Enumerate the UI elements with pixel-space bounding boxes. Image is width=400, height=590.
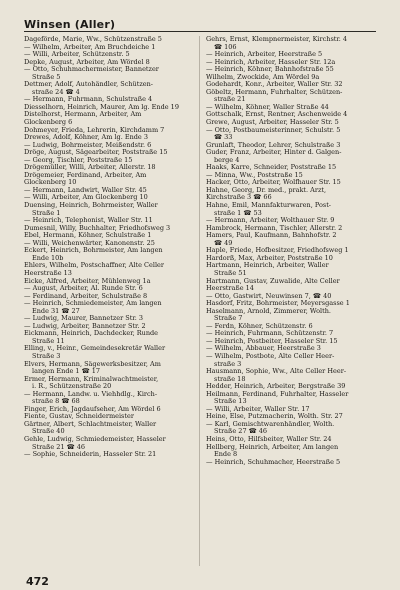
directory-entry: Grunlaft, Theodor, Lehrer, Schulstraße 3	[206, 140, 341, 149]
column-divider	[199, 36, 200, 566]
directory-entry: — Hermann, Landw. u. Viehhdlg., Kirch-	[24, 389, 158, 398]
directory-entry: Straße 11	[32, 336, 65, 345]
directory-entry: Wilhelm, Zwockide, Am Wördel 9a	[206, 72, 320, 81]
directory-entry: Ehlers, Wilhelm, Postschaffner, Alte Celler	[24, 261, 164, 270]
directory-entry: — Heinrich, Telephonist, Waller Str. 11	[24, 216, 153, 225]
directory-entry: — Minna, Ww., Poststraße 15	[206, 170, 303, 179]
directory-entry: Eickmann, Heinrich, Dachdecker, Runde	[24, 329, 159, 338]
directory-entry: — Karl, Gemischtwarenhändler, Wolth.	[206, 419, 335, 428]
directory-entry: Hacker, Otto, Arbeiter, Wolfhauer Str. 15	[206, 178, 341, 187]
directory-entry: Glockenberg 6	[24, 118, 73, 127]
directory-entry: Depke, August, Arbeiter, Am Wördel 8	[24, 57, 150, 66]
directory-entry: Dohmeyer, Frieda, Lehrerin, Kirchdamm 7	[24, 125, 165, 134]
directory-entry: — Otto, Gastwirt, Neuwinsen 7, ☎ 40	[206, 291, 332, 300]
directory-entry: Heerstraße 13	[24, 268, 72, 277]
directory-entry: ☎ 106	[214, 42, 237, 51]
directory-entry: Heerstraße 14	[206, 284, 254, 293]
directory-entry: ☎ 33	[214, 133, 233, 142]
directory-entry: Ende 10b	[32, 253, 64, 262]
directory-entry: straße 8 ☎ 68	[32, 397, 80, 406]
directory-entry: — Ludwig, Bohrmeister, Meißendstr. 6	[24, 140, 152, 149]
directory-entry: — Heinrich, Schuhmacher, Heerstraße 5	[206, 457, 341, 466]
directory-entry: Haple, Friede, Hofbesitzer, Friedhofsweg 1	[206, 246, 349, 255]
directory-entry: Eicke, Alfred, Arbeiter, Mühlenweg 1a	[24, 276, 151, 285]
directory-entry: Godehardt, Konr., Arbeiter, Waller Str. 32	[206, 80, 343, 89]
directory-entry: — Wilhelm, Postbote, Alte Celler Heer-	[206, 351, 335, 360]
directory-entry: Hambrock, Hermann, Tischler, Allerstr. 2	[206, 223, 343, 232]
directory-entry: Ende 31 ☎ 27	[32, 306, 80, 315]
directory-entry: Hamers, Paul, Kaufmann, Bahnhofstr. 2	[206, 231, 337, 240]
directory-entry: — Ludwig, Arbeiter, Bannetzer Str. 2	[24, 321, 146, 330]
directory-entry: — Wilhelm, Köhner, Waller Straße 44	[206, 102, 329, 111]
directory-entry: — Ludwig, Maurer, Bannetzer Str. 3	[24, 314, 144, 323]
directory-entry: — Ferdinand, Arbeiter, Schulstraße 8	[24, 291, 148, 300]
directory-entry: Straße 3	[32, 351, 61, 360]
directory-entry: Straße 13	[214, 397, 247, 406]
directory-entry: — Ferdn, Köhner, Schützenstr. 6	[206, 321, 313, 330]
directory-entry: Hartmann, Heinrich, Arbeiter, Waller	[206, 261, 329, 270]
directory-entry: Hahne, Georg, Dr. med., prakt. Arzt,	[206, 185, 327, 194]
directory-entry: Straße 51	[214, 268, 247, 277]
directory-entry: straße 21	[214, 95, 246, 104]
directory-entry: — Hermann, Arbeiter, Wolthauer Str. 9	[206, 216, 335, 225]
directory-entry: straße 24 ☎ 4	[32, 87, 80, 96]
directory-entry: Diesselhorn, Heinrich, Maurer, Am lg. Ende 19	[24, 102, 179, 111]
directory-entry: — Willi, Weichenwärter, Kanonenstr. 25	[24, 238, 155, 247]
directory-entry: Drögemüller, Willi, Arbeiter, Allerstr. 18	[24, 163, 156, 172]
directory-entry: langen Ende 1 ☎ 17	[32, 367, 101, 376]
directory-entry: — Heinrich, Arbeiter, Heerstraße 5	[206, 50, 323, 59]
directory-entry: — August, Arbeiter, Al. Runde Str. 6	[24, 284, 143, 293]
directory-entry: — Otto, Postbaumeisterinner, Schulstr. 5	[206, 125, 341, 134]
directory-entry: Eckert, Heinrich, Bohrmeister, Am langen	[24, 246, 163, 255]
directory-entry: Dröge, August, Sägearbeiter, Poststraße 15	[24, 148, 168, 157]
directory-entry: Duensing, Heinrich, Bohrmeister, Waller	[24, 201, 158, 210]
directory-entry: Haselmann, Arnold, Zimmerer, Wolth.	[206, 306, 331, 315]
directory-entry: Göbeltz, Hermann, Fuhrhalter, Schützen-	[206, 87, 343, 96]
directory-entry: Hardorß, Max, Arbeiter, Poststraße 10	[206, 253, 333, 262]
directory-entry: Ebel, Hermann, Köhner, Schulstraße 1	[24, 231, 152, 240]
directory-entry: i. R., Schützenstraße 20	[32, 382, 112, 391]
left-column	[24, 36, 196, 459]
directory-entry: — Hermann, Fuhrmann, Schulstraße 4	[24, 95, 153, 104]
directory-entry: Heilmann, Ferdinand, Fuhrhalter, Hasseler	[206, 389, 349, 398]
directory-entry: Kirchstraße 3 ☎ 66	[206, 193, 272, 202]
directory-entry: Straße 27 ☎ 46	[214, 427, 268, 436]
header-rule	[24, 31, 376, 32]
directory-entry: Gehrs, Ernst, Klempnermeister, Kirchstr. 4	[206, 36, 348, 43]
directory-entry: Hahne, Emil, Mannfakturwaren, Post-	[206, 201, 332, 210]
directory-entry: Hartmann, Gustav, Zuwalide, Alte Celler	[206, 276, 340, 285]
directory-entry: Drewes, Adolf, Köhner, Am lg. Ende 3	[24, 133, 148, 142]
directory-entry: — Hermann, Landwirt, Waller Str. 45	[24, 185, 147, 194]
directory-entry: Dumesnil, Willy, Buchhalter, Friedhofsweg 3	[24, 223, 171, 232]
directory-entry: Straße 5	[32, 72, 61, 81]
directory-entry: — Willi, Arbeiter, Schützenstr. 5	[24, 50, 130, 59]
directory-entry: Straße 7	[214, 314, 243, 323]
directory-entry: — Heinrich, Arbeiter, Hasseler Str. 12a	[206, 57, 336, 66]
directory-entry: Glockenberg 10	[24, 178, 77, 187]
directory-entry: — Georg, Tischler, Poststraße 15	[24, 155, 133, 164]
directory-entry: straße 3	[214, 359, 242, 368]
directory-entry: berge 4	[214, 155, 240, 164]
directory-entry: — Sophie, Schneiderin, Hasseler Str. 21	[24, 450, 157, 459]
directory-entry: — Heinrich, Fuhrmann, Schützenstr. 7	[206, 329, 334, 338]
directory-entry: Hellberg, Heinrich, Arbeiter, Am langen	[206, 442, 339, 451]
directory-entry: Elvers, Hermann, Sägewerksbesitzer, Am	[24, 359, 161, 368]
page-number: 472	[26, 575, 49, 588]
right-column	[206, 36, 378, 466]
directory-entry: Hausmann, Sophie, Ww., Alte Celler Heer-	[206, 367, 347, 376]
directory-entry: — Wilhelm, Arbeiter, Am Bruchdeiche 1	[24, 42, 156, 51]
directory-entry: ☎ 49	[214, 238, 233, 247]
directory-entry: Elling, v., Heinr., Gemeindesekretär Waller	[24, 344, 166, 353]
directory-entry: — Willi, Arbeiter, Am Glockenberg 10	[24, 193, 148, 202]
directory-entry: Distelhorst, Hermann, Arbeiter, Am	[24, 110, 142, 119]
directory-entry: Gehle, Ludwig, Schmiedemeister, Hasseler	[24, 434, 166, 443]
directory-entry: Haaks, Karre, Schneider, Poststraße 15	[206, 163, 337, 172]
directory-entry: Ermer, Hermann, Kriminalwachtmeister,	[24, 374, 159, 383]
directory-entry: — Heinrich, Schmiedemeister, Am langen	[24, 299, 162, 308]
directory-entry: Straße 1	[32, 208, 61, 217]
directory-entry: — Heinrich, Postbeiter, Hasseler Str. 15	[206, 336, 338, 345]
directory-entry: — Willi, Arbeiter, Waller Str. 17	[206, 404, 310, 413]
directory-entry: — Otto, Schuhmachermeister, Bannetzer	[24, 65, 159, 74]
directory-entry: Drögemeier, Ferdinand, Arbeiter, Am	[24, 170, 147, 179]
directory-entry: Hasdorf, Fritz, Bohrmeister, Meyersgasse 1	[206, 299, 350, 308]
directory-entry: Grewe, August, Arbeiter, Hasseler Str. 5	[206, 118, 339, 127]
directory-entry: Ende 8	[214, 450, 238, 459]
directory-entry: Heine, Else, Putzmacherin, Wolth. Str. 27	[206, 412, 343, 421]
directory-entry: Dettmer, Adolf, Autohändler, Schützen-	[24, 80, 153, 89]
directory-entry: Heins, Otto, Hilfsbeiter, Waller Str. 24	[206, 434, 332, 443]
directory-entry: Guder, Franz, Arbeiter, Hinter d. Galgen-	[206, 148, 342, 157]
directory-entry: Hedder, Heinrich, Arbeiter, Bergstraße 39	[206, 382, 346, 391]
page-header: Winsen (Aller)	[24, 18, 116, 31]
directory-entry: straße 1 ☎ 53	[214, 208, 262, 217]
directory-entry: Fiente, Gustav, Schneidermeister	[24, 412, 134, 421]
directory-entry: Dageförde, Marie, Ww., Schützenstraße 5	[24, 36, 162, 43]
directory-entry: Finger, Erich, Jagdaufseher, Am Wördel 6	[24, 404, 161, 413]
directory-entry: Straße 40	[32, 427, 65, 436]
directory-entry: — Wilhelm, Abbauer, Heerstraße 3	[206, 344, 321, 353]
directory-entry: straße 18	[214, 374, 246, 383]
directory-entry: Straße 21 ☎ 46	[32, 442, 86, 451]
directory-entry: Gärtner, Albert, Schlachtmeister, Waller	[24, 419, 157, 428]
directory-entry: — Heinrich, Köhner, Bahnhofstraße 55	[206, 65, 334, 74]
directory-entry: Gottschalk, Ernst, Rentner, Aschenweide 4	[206, 110, 348, 119]
